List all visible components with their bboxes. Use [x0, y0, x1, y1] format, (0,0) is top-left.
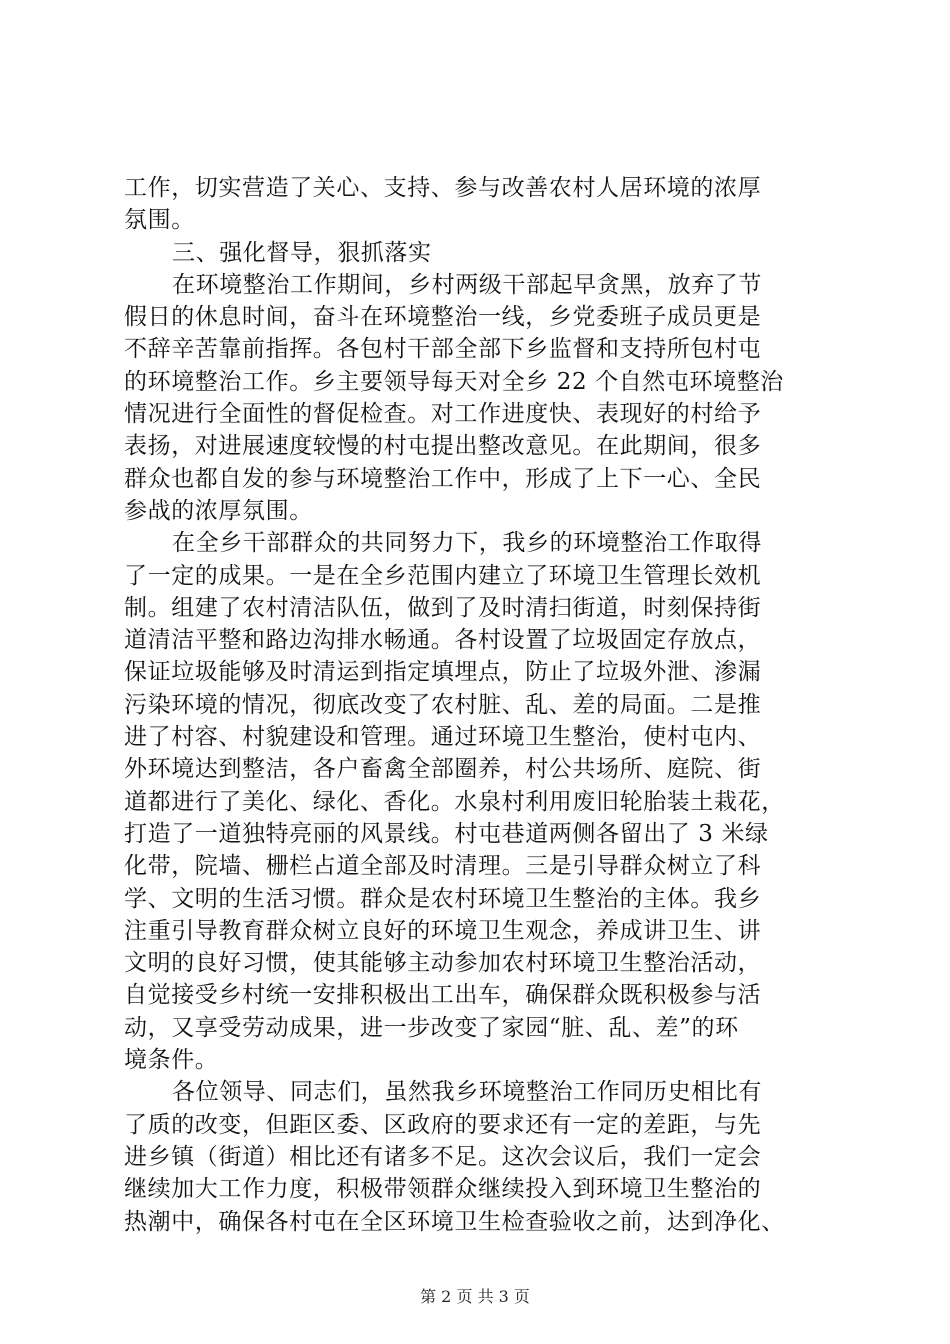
body-line: 进乡镇（街道）相比还有诸多不足。这次会议后，我们一定会 — [124, 1143, 762, 1170]
body-line: 在全乡干部群众的共同努力下，我乡的环境整治工作取得 — [172, 530, 762, 557]
body-line: 制。组建了农村清洁队伍，做到了及时清扫街道，时刻保持街 — [124, 594, 762, 621]
body-line: 打造了一道独特亮丽的风景线。村屯巷道两侧各留出了 3 米绿 — [124, 820, 769, 847]
document-body — [124, 172, 844, 1238]
body-line: 继续加大工作力度，积极带领群众继续投入到环境卫生整治的 — [124, 1176, 762, 1203]
body-line: 了质的改变，但距区委、区政府的要求还有一定的差距，与先 — [124, 1111, 762, 1138]
body-line: 保证垃圾能够及时清运到指定填埋点，防止了垃圾外泄、渗漏 — [124, 659, 762, 686]
section-heading: 三、强化督导，狠抓落实 — [172, 239, 432, 266]
body-line: 进了村容、村貌建设和管理。通过环境卫生整治，使村屯内、 — [124, 724, 762, 751]
body-line: 化带，院墙、栅栏占道全部及时清理。三是引导群众树立了科 — [124, 853, 762, 880]
body-line: 污染环境的情况，彻底改变了农村脏、乱、差的局面。二是推 — [124, 691, 762, 718]
body-line: 了一定的成果。一是在全乡范围内建立了环境卫生管理长效机 — [124, 562, 762, 589]
body-line: 工作，切实营造了关心、支持、参与改善农村人居环境的浓厚 — [124, 175, 762, 201]
body-line: 表扬，对进展速度较慢的村屯提出整改意见。在此期间，很多 — [124, 433, 762, 460]
body-line: 动，又享受劳动成果，进一步改变了家园“脏、乱、差”的环 — [124, 1014, 739, 1041]
body-line: 外环境达到整洁，各户畜禽全部圈养，村公共场所、庭院、街 — [124, 756, 762, 783]
body-line: 在环境整治工作期间，乡村两级干部起早贪黑，放弃了节 — [172, 271, 762, 298]
body-line: 的环境整治工作。乡主要领导每天对全乡 22 个自然屯环境整治 — [124, 368, 784, 395]
body-line: 道都进行了美化、绿化、香化。水泉村利用废旧轮胎装土栽花， — [124, 788, 785, 815]
body-line: 境条件。 — [124, 1047, 219, 1074]
body-line: 热潮中，确保各村屯在全区环境卫生检查验收之前，达到净化、 — [124, 1208, 785, 1235]
body-line: 群众也都自发的参与环境整治工作中，形成了上下一心、全民 — [124, 465, 762, 492]
body-line: 氛围。 — [124, 207, 195, 234]
page-number-footer: 第 2 页 共 3 页 — [420, 1287, 530, 1306]
body-line: 自觉接受乡村统一安排积极出工出车，确保群众既积极参与活 — [124, 982, 762, 1009]
body-line: 参战的浓厚氛围。 — [124, 497, 313, 524]
body-line: 假日的休息时间，奋斗在环境整治一线，乡党委班子成员更是 — [124, 304, 762, 331]
body-line: 文明的良好习惯，使其能够主动参加农村环境卫生整治活动， — [124, 950, 762, 977]
body-line: 道清洁平整和路边沟排水畅通。各村设置了垃圾固定存放点， — [124, 627, 762, 654]
body-line: 各位领导、同志们，虽然我乡环境整治工作同历史相比有 — [172, 1079, 762, 1106]
body-line: 注重引导教育群众树立良好的环境卫生观念，养成讲卫生、讲 — [124, 917, 762, 944]
body-line: 学、文明的生活习惯。群众是农村环境卫生整治的主体。我乡 — [124, 885, 762, 912]
body-line: 情况进行全面性的督促检查。对工作进度快、表现好的村给予 — [124, 401, 762, 428]
body-line: 不辞辛苦靠前指挥。各包村干部全部下乡监督和支持所包村屯 — [124, 336, 762, 363]
